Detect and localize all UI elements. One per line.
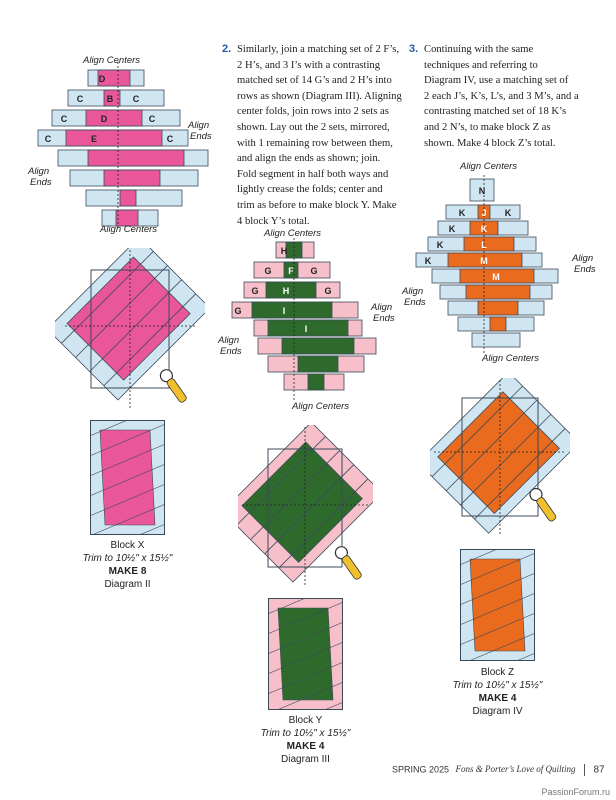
strip-label: N	[478, 186, 486, 196]
step-line: 4 block Y’s total.	[237, 215, 310, 227]
align-label: Align	[402, 286, 424, 297]
strip-label: H	[282, 286, 290, 296]
ends-label: Ends	[30, 177, 52, 188]
strip-label: D	[100, 114, 108, 124]
strip-label: K	[424, 256, 432, 266]
diagram-iii-strip-layout	[228, 238, 378, 400]
strip-label: F	[288, 266, 294, 276]
step-line: center folds, join rows into 2 sets as	[237, 106, 389, 118]
strip-label: B	[106, 94, 114, 104]
diagram-iv-trim-segment	[430, 378, 570, 538]
step-line: Fold segment in half both ways and	[237, 168, 389, 180]
footer-divider	[584, 764, 585, 776]
block-make: MAKE 4	[286, 741, 325, 752]
block-make: MAKE 4	[478, 693, 517, 704]
ends-label: Ends	[404, 297, 426, 308]
diagram-ii-trim-segment	[55, 248, 205, 413]
block-make: MAKE 8	[108, 566, 147, 577]
step-line: and 2 N’s, to make block Z as	[424, 121, 551, 133]
page-footer	[392, 764, 605, 776]
rotary-cutter-icon	[333, 544, 364, 581]
align-centers-label: Align Centers	[292, 401, 350, 412]
strip-label: H	[280, 246, 288, 256]
strip-label: M	[492, 272, 500, 282]
step-line: trim as before to make block Y. Make	[237, 199, 397, 211]
strip-label: K	[448, 224, 456, 234]
step-line: shown. Make 4 block Z’s total.	[424, 137, 556, 149]
align-label: Align	[188, 120, 210, 131]
watermark: PassionForum.ru	[541, 787, 610, 797]
strip-label: K	[504, 208, 512, 218]
step-line: Diagram IV, use a matching set of	[424, 75, 569, 87]
step-2	[222, 42, 407, 229]
strip-label: L	[481, 240, 487, 250]
block-x-caption	[60, 539, 195, 591]
ends-label: Ends	[190, 131, 212, 142]
issue-season: SPRING 2025	[392, 764, 450, 775]
strip-label: G	[251, 286, 259, 296]
page-number: 87	[593, 764, 605, 776]
rotary-cutter-icon	[528, 486, 559, 523]
step-line: lightly crease the folds; center and	[237, 184, 383, 196]
block-trim: Trim to 10½" x 15½"	[260, 728, 351, 739]
align-centers-label: Align Centers	[83, 55, 141, 66]
block-y-caption	[238, 714, 373, 766]
strip-label: G	[234, 306, 242, 316]
step-3	[409, 42, 594, 151]
strip-label: M	[480, 256, 488, 266]
step-line: and align the ends as shown; join.	[237, 153, 381, 165]
step-line: with 1 remaining row between them,	[237, 137, 393, 149]
strip-label: D	[98, 74, 106, 84]
strip-label: C	[132, 94, 140, 104]
align-centers-label: Align Centers	[482, 353, 540, 364]
block-name: Block Y	[288, 715, 323, 726]
strip-label: C	[166, 134, 174, 144]
ends-label: Ends	[373, 313, 395, 324]
block-name: Block X	[110, 540, 145, 551]
step-line: Continuing with the same	[424, 44, 534, 55]
strip-label: G	[324, 286, 332, 296]
diagram-iii-trim-segment	[238, 425, 373, 590]
step-line: techniques and referring to	[424, 59, 538, 71]
strip-label: K	[436, 240, 444, 250]
block-y	[268, 598, 343, 710]
strip-label: E	[90, 134, 98, 144]
align-label: Align	[572, 253, 594, 264]
strip-label: C	[44, 134, 52, 144]
step-line: Similarly, join a matching set of 2 F’s,	[237, 44, 400, 55]
strip-label: C	[148, 114, 156, 124]
align-centers-label: Align Centers	[460, 161, 518, 172]
diagram-label: Diagram III	[281, 754, 330, 765]
strip-label: K	[458, 208, 466, 218]
step-line: 2 H’s, and 3 I’s with a contrasting	[237, 59, 380, 71]
step-line: rows as shown (Diagram III). Aligning	[237, 90, 402, 102]
diagram-label: Diagram II	[104, 579, 151, 590]
step-line: matched set of 14 G’s and 2 H’s into	[237, 75, 392, 87]
block-trim: Trim to 10½" x 15½"	[82, 553, 173, 564]
step-number: 2.	[222, 43, 232, 55]
strip-label: G	[264, 266, 272, 276]
block-trim: Trim to 10½" x 15½"	[452, 680, 543, 691]
step-line: contrasting matched set of 18 K’s	[424, 106, 567, 118]
strip-label: C	[60, 114, 68, 124]
block-name: Block Z	[480, 667, 515, 678]
rotary-cutter-icon	[158, 367, 189, 404]
ends-label: Ends	[574, 264, 596, 275]
step-line: 2 each J’s, K’s, L’s, and 3 M’s, and a	[424, 90, 579, 102]
magazine-name: Fons & Porter’s Love of Quilting	[455, 764, 576, 775]
strip-label: I	[282, 306, 286, 316]
block-x	[90, 420, 165, 535]
step-line: shown. Lay out the 2 sets, mirrored,	[237, 121, 390, 133]
strip-label: G	[310, 266, 318, 276]
diagram-ii-strip-layout	[30, 62, 220, 230]
strip-label: K	[480, 224, 488, 234]
block-z-caption	[430, 666, 565, 718]
ends-label: Ends	[220, 346, 242, 357]
block-z	[460, 549, 535, 661]
align-label: Align	[28, 166, 50, 177]
align-label: Align	[371, 302, 393, 313]
align-centers-label: Align Centers	[264, 228, 322, 239]
align-label: Align	[218, 335, 240, 346]
strip-label: J	[481, 208, 487, 218]
strip-label: I	[304, 324, 308, 334]
diagram-iv-strip-layout	[410, 175, 570, 355]
diagram-label: Diagram IV	[472, 706, 523, 717]
step-number: 3.	[409, 43, 419, 55]
strip-label: C	[76, 94, 84, 104]
align-centers-label: Align Centers	[100, 224, 158, 235]
